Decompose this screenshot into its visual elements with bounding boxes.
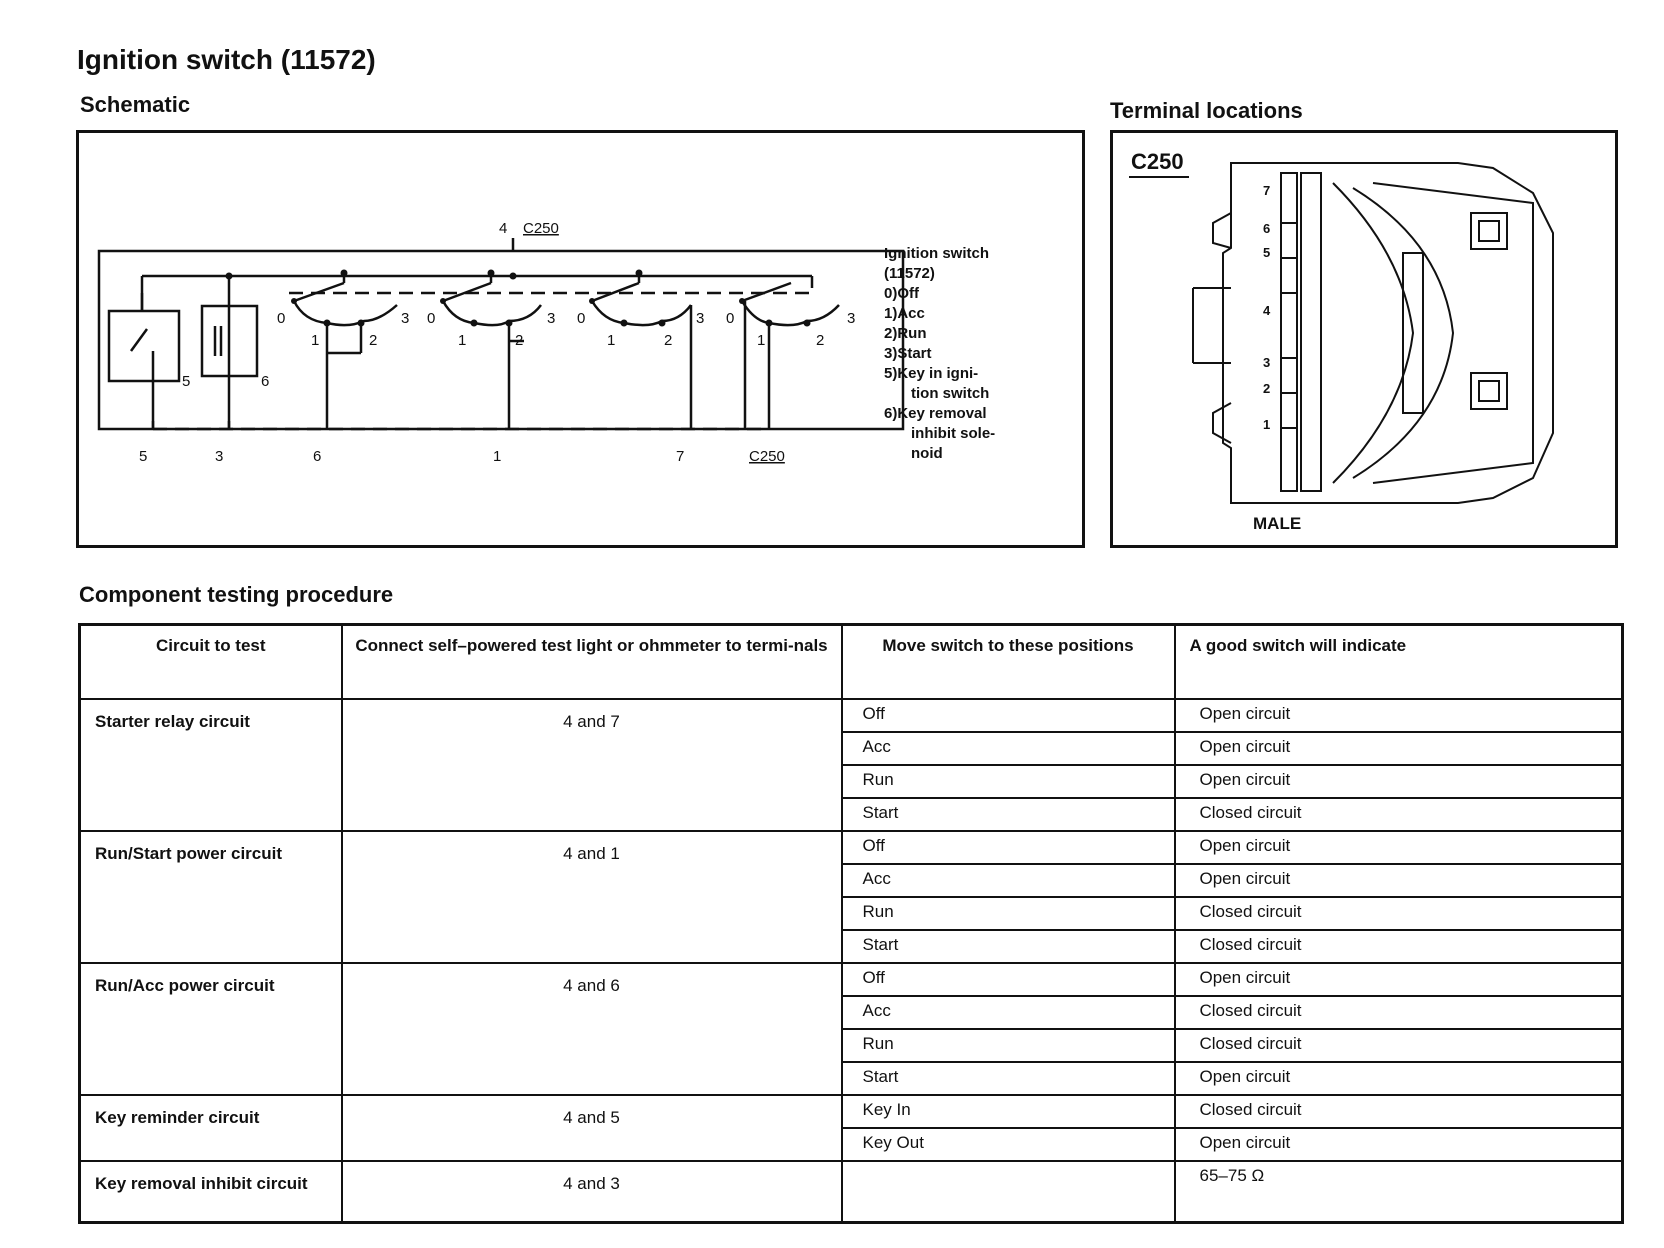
- result-cell: Closed circuit: [1175, 798, 1623, 831]
- pos-1-label: 1: [311, 332, 320, 349]
- position-cell: Run: [842, 1029, 1175, 1062]
- pos-3-label: 3: [547, 310, 556, 327]
- terminal-heading: Terminal locations: [1110, 98, 1303, 123]
- header-circuit: Circuit to test: [80, 625, 342, 699]
- solenoid-label: 6: [261, 373, 270, 390]
- position-cell: Key In: [842, 1095, 1175, 1128]
- top-terminal-label: 4: [499, 220, 508, 237]
- pos-2-label: 2: [369, 332, 378, 349]
- result-cell: Closed circuit: [1175, 996, 1623, 1029]
- legend-line: 1)Acc: [884, 305, 925, 322]
- result-cell: 65–75 Ω: [1175, 1161, 1623, 1223]
- bottom-terminal-label: 3: [215, 448, 224, 465]
- connector-bottom-label: C250: [749, 448, 785, 465]
- circuit-cell: Run/Acc power circuit: [80, 963, 342, 1095]
- result-cell: Open circuit: [1175, 699, 1623, 732]
- terminals-cell: 4 and 1: [342, 831, 842, 963]
- position-cell: Start: [842, 1062, 1175, 1095]
- pos-2-label: 2: [515, 332, 524, 349]
- circuit-cell: Key removal inhibit circuit: [80, 1161, 342, 1223]
- gender-label: MALE: [1253, 514, 1302, 533]
- bottom-terminal-label: 6: [313, 448, 322, 465]
- terminals-cell: 4 and 7: [342, 699, 842, 831]
- pos-3-label: 3: [847, 310, 856, 327]
- legend-line: tion switch: [911, 385, 990, 402]
- bottom-terminal-label: 5: [139, 448, 148, 465]
- legend-line: 3)Start: [884, 345, 932, 362]
- pin-6: 6: [1263, 221, 1271, 236]
- page-title: Ignition switch (11572): [77, 44, 376, 75]
- result-cell: Closed circuit: [1175, 1095, 1623, 1128]
- terminals-cell: 4 and 6: [342, 963, 842, 1095]
- schematic-diagram: [79, 133, 1082, 545]
- result-cell: Closed circuit: [1175, 930, 1623, 963]
- pin-2: 2: [1263, 381, 1271, 396]
- pin-4: 4: [1263, 303, 1271, 318]
- position-cell: Acc: [842, 996, 1175, 1029]
- legend-line: (11572): [884, 265, 935, 282]
- key-switch-label: 5: [182, 373, 191, 390]
- position-cell: Off: [842, 831, 1175, 864]
- table-row: [80, 699, 1623, 732]
- result-cell: Open circuit: [1175, 1062, 1623, 1095]
- pos-1-label: 1: [458, 332, 467, 349]
- position-cell: Run: [842, 765, 1175, 798]
- result-cell: Open circuit: [1175, 765, 1623, 798]
- legend-line: 6)Key removal: [884, 405, 987, 422]
- legend-line: inhibit sole-: [911, 425, 996, 442]
- position-cell: Acc: [842, 732, 1175, 765]
- legend-line: 2)Run: [884, 325, 927, 342]
- pos-2-label: 2: [664, 332, 673, 349]
- connector-diagram: [1113, 133, 1615, 545]
- header-good: A good switch will indicate: [1175, 625, 1623, 699]
- terminals-cell: 4 and 5: [342, 1095, 842, 1161]
- procedure-table: [78, 623, 1624, 1224]
- table-row: [80, 963, 1623, 996]
- pos-0-label: 0: [427, 310, 436, 327]
- result-cell: Open circuit: [1175, 831, 1623, 864]
- circuit-cell: Starter relay circuit: [80, 699, 342, 831]
- circuit-cell: Run/Start power circuit: [80, 831, 342, 963]
- pos-2-label: 2: [816, 332, 825, 349]
- schematic-panel: [76, 130, 1085, 548]
- legend-line: Ignition switch: [884, 245, 989, 262]
- table-row: [80, 831, 1623, 864]
- position-cell: Acc: [842, 864, 1175, 897]
- position-cell: [842, 1161, 1175, 1223]
- pin-3: 3: [1263, 355, 1271, 370]
- legend-line: 0)Off: [884, 285, 919, 302]
- result-cell: Open circuit: [1175, 1128, 1623, 1161]
- position-cell: Start: [842, 798, 1175, 831]
- result-cell: Open circuit: [1175, 864, 1623, 897]
- table-row: [80, 1095, 1623, 1128]
- terminal-panel: [1110, 130, 1618, 548]
- pos-1-label: 1: [757, 332, 766, 349]
- pos-0-label: 0: [277, 310, 286, 327]
- pos-0-label: 0: [726, 310, 735, 327]
- legend-line: noid: [911, 445, 943, 462]
- result-cell: Closed circuit: [1175, 897, 1623, 930]
- terminals-cell: 4 and 3: [342, 1161, 842, 1223]
- pin-1: 1: [1263, 417, 1271, 432]
- connector-label: C250: [1131, 149, 1184, 174]
- result-cell: Open circuit: [1175, 963, 1623, 996]
- header-connect: Connect self–powered test light or ohmmeter to termi-nals: [342, 625, 842, 699]
- pos-3-label: 3: [696, 310, 705, 327]
- table-row: [80, 1161, 1623, 1223]
- circuit-cell: Key reminder circuit: [80, 1095, 342, 1161]
- pin-5: 5: [1263, 245, 1271, 260]
- pos-1-label: 1: [607, 332, 616, 349]
- connector-top-label: C250: [523, 220, 559, 237]
- procedure-heading: Component testing procedure: [79, 582, 394, 607]
- schematic-heading: Schematic: [80, 92, 191, 117]
- position-cell: Key Out: [842, 1128, 1175, 1161]
- result-cell: Closed circuit: [1175, 1029, 1623, 1062]
- pos-3-label: 3: [401, 310, 410, 327]
- position-cell: Off: [842, 963, 1175, 996]
- header-move: Move switch to these positions: [842, 625, 1175, 699]
- bottom-terminal-label: 7: [676, 448, 685, 465]
- legend-line: 5)Key in igni-: [884, 365, 979, 382]
- position-cell: Run: [842, 897, 1175, 930]
- bottom-terminal-label: 1: [493, 448, 502, 465]
- pin-7: 7: [1263, 183, 1271, 198]
- position-cell: Off: [842, 699, 1175, 732]
- position-cell: Start: [842, 930, 1175, 963]
- pos-0-label: 0: [577, 310, 586, 327]
- result-cell: Open circuit: [1175, 732, 1623, 765]
